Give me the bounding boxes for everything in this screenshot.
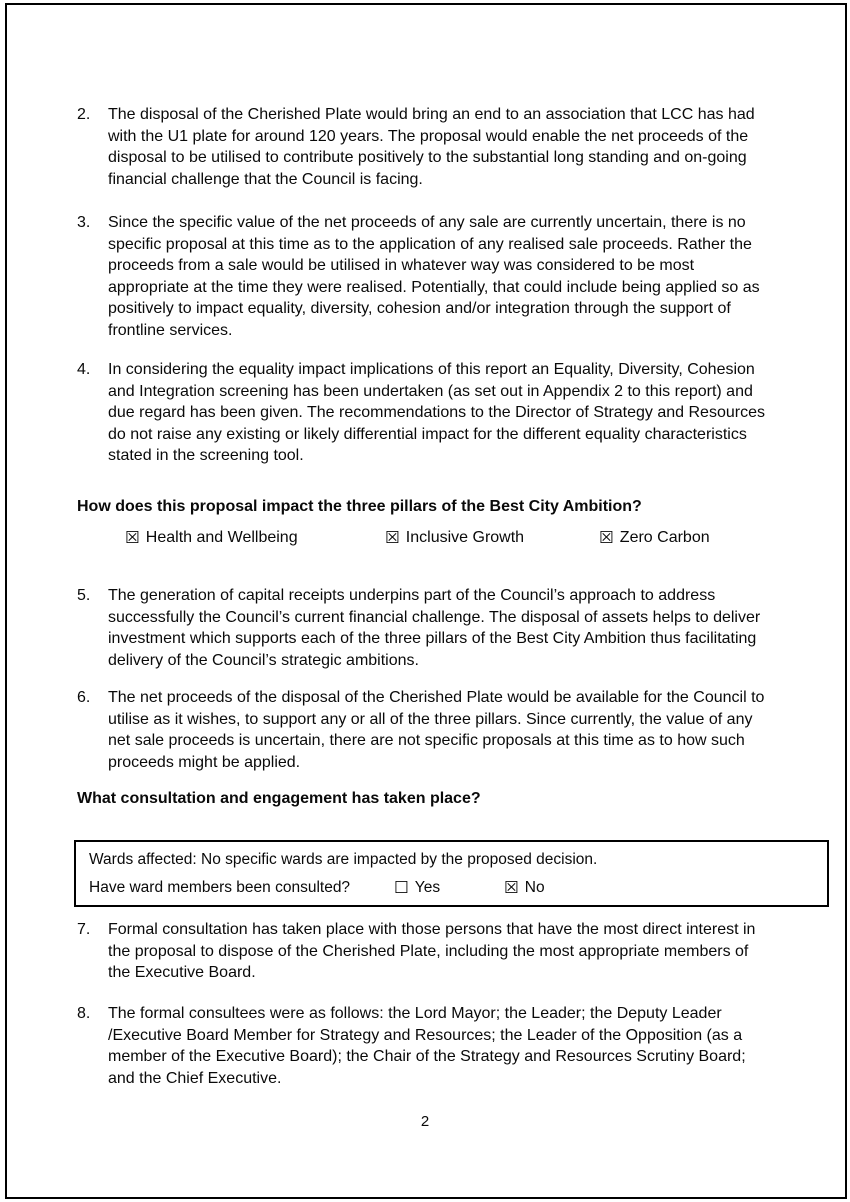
checkbox-checked-icon: ☒ [385, 527, 400, 547]
paragraph-text: Formal consultation has taken place with those persons that have the most direct interest in the proposal to dispose of the Cherished Plate, including the most appropriate members of the Executive Board. [108, 921, 756, 981]
ward-members-question: Have ward members been consulted? [89, 879, 351, 896]
paragraph-number: 8. [77, 1005, 91, 1022]
option-label: Yes [414, 879, 441, 896]
paragraph-number: 7. [77, 921, 91, 938]
pillar-label: Zero Carbon [619, 529, 710, 546]
pillar-inclusive-growth [385, 527, 599, 548]
option-yes [394, 879, 440, 897]
paragraph-number: 6. [77, 689, 91, 706]
paragraph-5 [77, 585, 773, 671]
paragraph-text: The formal consultees were as follows: the Lord Mayor; the Leader; the Deputy Leader /Executive Board Member for Strategy and Resources; the Leader of the Opposition (as a member of the Executive Board); the Chair of the Strategy and Resources Scrutiny Board; and the Chief Executive. [108, 1005, 746, 1087]
checkbox-checked-icon: ☒ [599, 527, 614, 547]
paragraph-number: 3. [77, 214, 91, 231]
pillar-label: Inclusive Growth [405, 529, 525, 546]
pillar-label: Health and Wellbeing [145, 529, 298, 546]
page-number: 2 [420, 1113, 430, 1130]
ward-members-consulted-row [76, 879, 827, 901]
paragraph-number: 5. [77, 587, 91, 604]
paragraph-text: The disposal of the Cherished Plate would bring an end to an association that LCC has had with the U1 plate for around 120 years. The proposal would enable the net proceeds of the disposal to be utilised to contribute positively to the substantial long standing and on-going financial challenge that the Council is facing. [108, 106, 755, 188]
paragraph-text: The net proceeds of the disposal of the Cherished Plate would be available for the Council to utilise as it wishes, to support any or all of the three pillars. Since currently, the value of any net sale proceeds is uncertain, there are not specific proposals at this time as to how such proceeds might be applied. [108, 689, 765, 771]
checkbox-unchecked-icon: ☐ [394, 878, 409, 898]
paragraph-8 [77, 1003, 773, 1089]
paragraph-7 [77, 919, 773, 984]
paragraph-text: The generation of capital receipts underpins part of the Council’s approach to address successfully the Council’s current financial challenge. The disposal of assets helps to deliver investment which supports each of the three pillars of the Best City Ambition thus facilitating delivery of the Council’s strategic ambitions. [108, 587, 761, 669]
pillars-row [125, 527, 710, 548]
paragraph-2 [77, 104, 773, 190]
wards-affected-box [74, 840, 829, 907]
paragraph-3 [77, 212, 773, 341]
paragraph-number: 2. [77, 106, 91, 123]
paragraph-6 [77, 687, 773, 773]
consultation-heading: What consultation and engagement has taken place? [77, 790, 481, 807]
option-label: No [524, 879, 545, 896]
paragraph-4 [77, 359, 773, 467]
checkbox-checked-icon: ☒ [125, 527, 140, 547]
option-no [504, 879, 545, 897]
pillar-zero-carbon [599, 527, 710, 548]
checkbox-checked-icon: ☒ [504, 878, 519, 898]
paragraph-number: 4. [77, 361, 91, 378]
paragraph-text: In considering the equality impact implications of this report an Equality, Diversity, Cohesion and Integration screening has been undertaken (as set out in Appendix 2 to this report) and due regard has been given. The recommendations to the Director of Strategy and Resources do not raise any existing or likely differential impact for the different equality characteristics stated in the screening tool. [108, 361, 765, 464]
paragraph-text: Since the specific value of the net proceeds of any sale are currently uncertain, there is no specific proposal at this time as to the application of any realised sale proceeds. Rather the proceeds from a sale would be utilised in whatever way was considered to be most appropriate at the time they were realised. Potentially, that could include being applied so as positively to impact equality, diversity, cohesion and/or integration through the support of frontline services. [108, 214, 760, 339]
pillars-heading: How does this proposal impact the three pillars of the Best City Ambition? [77, 498, 642, 515]
wards-affected-text: Wards affected: No specific wards are impacted by the proposed decision. [89, 851, 598, 868]
pillar-health-and-wellbeing [125, 527, 385, 548]
